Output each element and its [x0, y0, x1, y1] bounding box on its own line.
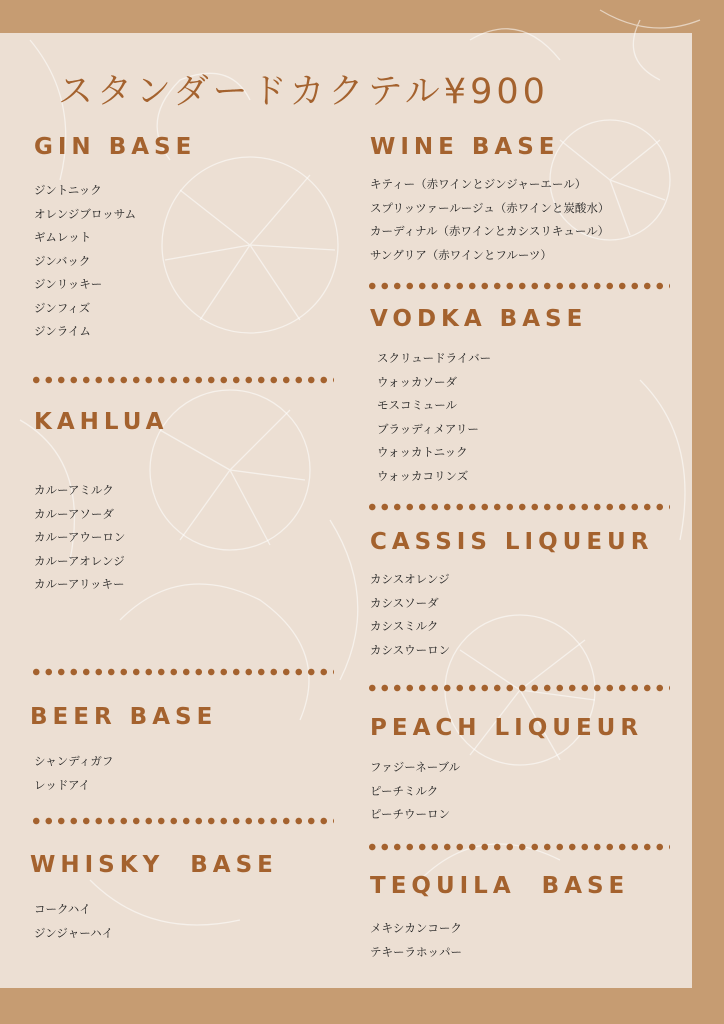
- menu-item: ファジーネーブル: [370, 760, 461, 774]
- menu-item: ジントニック: [34, 183, 102, 197]
- vodka-base-section: [370, 306, 587, 488]
- beer-base-list: [30, 750, 217, 797]
- peach-liqueur-heading: PEACH LIQUEUR: [370, 715, 644, 741]
- menu-item: ウォッカコリンズ: [377, 468, 469, 483]
- tequila-base-list: [370, 917, 629, 964]
- whisky-base-list: [30, 898, 278, 945]
- whisky-base-heading: WHISKY BASE: [30, 852, 278, 878]
- dotted-divider: [366, 503, 670, 511]
- wine-base-list: [370, 173, 609, 267]
- kahlua-list: [34, 479, 168, 597]
- menu-item: シャンディガフ: [34, 754, 114, 768]
- menu-item: カルーアミルク: [34, 483, 114, 497]
- menu-item: オレンジブロッサム: [34, 206, 137, 221]
- kahlua-heading: KAHLUA: [34, 409, 169, 435]
- whisky-base-section: [30, 852, 278, 945]
- page-title: スタンダードカクテル¥900: [58, 72, 549, 112]
- tequila-base-section: [370, 873, 629, 964]
- menu-item: コークハイ: [34, 902, 91, 916]
- dotted-divider: [30, 668, 334, 676]
- menu-item: ピーチミルク: [370, 783, 439, 798]
- menu-item: ウォッカトニック: [377, 445, 468, 459]
- dotted-divider: [366, 282, 670, 290]
- gin-base-section: [34, 134, 196, 344]
- cassis-liqueur-section: [370, 529, 653, 662]
- menu-item: テキーラホッパー: [370, 944, 462, 959]
- menu-item: ピーチウーロン: [370, 807, 451, 821]
- beer-base-section: [30, 704, 217, 797]
- menu-item: カシスソーダ: [370, 595, 439, 610]
- dotted-divider: [30, 376, 334, 384]
- menu-item: スプリッツァールージュ（赤ワインと炭酸水）: [370, 200, 610, 215]
- menu-item: カルーアオレンジ: [34, 553, 125, 568]
- menu-item: ジンバック: [34, 253, 91, 268]
- menu-item: カルーアリッキー: [34, 577, 125, 591]
- menu-item: カーディナル（赤ワインとカシスリキュール）: [370, 224, 610, 238]
- menu-item: レッドアイ: [34, 777, 91, 792]
- peach-liqueur-list: [370, 756, 643, 827]
- vodka-base-heading: VODKA BASE: [370, 306, 588, 332]
- gin-base-heading: GIN BASE: [34, 134, 197, 160]
- beer-base-heading: BEER BASE: [30, 704, 218, 730]
- menu-item: ジンリッキー: [34, 277, 103, 291]
- menu-item: モスコミュール: [377, 398, 458, 412]
- menu-item: カルーアウーロン: [34, 530, 126, 544]
- menu-item: ジンジャーハイ: [34, 925, 114, 940]
- menu-item: ジンフィズ: [34, 300, 91, 315]
- wine-base-section: [370, 134, 609, 267]
- menu-item: カシスウーロン: [370, 642, 451, 657]
- dotted-divider: [366, 843, 670, 851]
- menu-item: キティー（赤ワインとジンジャーエール）: [370, 177, 587, 191]
- cassis-liqueur-list: [370, 568, 653, 662]
- menu-item: スクリュードライバー: [377, 351, 492, 365]
- menu-item: ウォッカソーダ: [377, 374, 458, 389]
- kahlua-section: [34, 409, 168, 597]
- menu-item: ブラッディメアリー: [377, 421, 479, 436]
- menu-item: ギムレット: [34, 230, 92, 244]
- tequila-base-heading: TEQUILA BASE: [370, 873, 630, 899]
- cassis-liqueur-heading: CASSIS LIQUEUR: [370, 529, 654, 555]
- vodka-base-list: [370, 347, 587, 488]
- menu-item: カシスミルク: [370, 619, 439, 633]
- menu-item: カシスオレンジ: [370, 572, 450, 586]
- dotted-divider: [30, 817, 334, 825]
- menu-item: カルーアソーダ: [34, 506, 114, 521]
- peach-liqueur-section: [370, 715, 643, 827]
- gin-base-list: [34, 179, 196, 344]
- dotted-divider: [366, 684, 670, 692]
- menu-item: ジンライム: [34, 324, 91, 338]
- menu-item: サングリア（赤ワインとフルーツ）: [370, 247, 552, 262]
- wine-base-heading: WINE BASE: [370, 134, 560, 160]
- menu-item: メキシカンコーク: [370, 921, 462, 935]
